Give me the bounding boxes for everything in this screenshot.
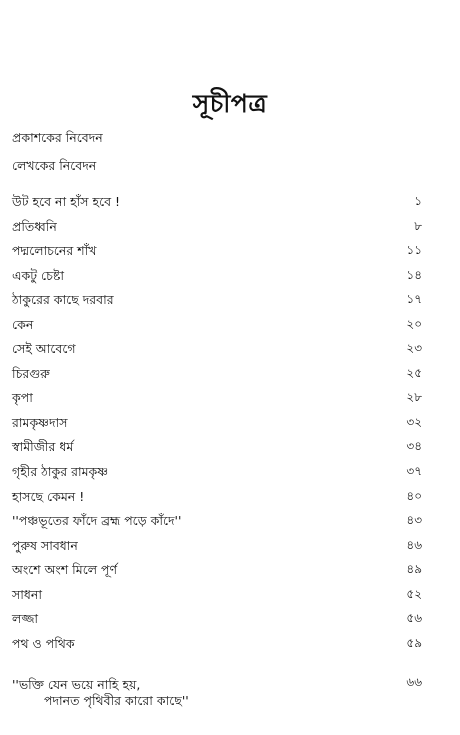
front-matter-publisher-note: প্রকাশকের নিবেদন (12, 130, 103, 145)
toc-entry-page: ৪৩ (406, 513, 422, 528)
toc-entry (12, 538, 422, 563)
toc-entry (12, 562, 422, 587)
toc-entry-page: ২৮ (406, 390, 422, 405)
toc-entry (12, 366, 422, 391)
toc-entry-title: একটু চেষ্টা (12, 267, 64, 283)
toc-entry (12, 317, 422, 342)
toc-entry-title-line1: ''ভক্তি যেন ভয়ে নাহি হয়, (12, 676, 141, 692)
toc-entry-page: ৩২ (406, 414, 422, 429)
toc-entry-page: ৩৪ (406, 439, 422, 454)
toc-entry (12, 513, 422, 538)
toc-entry (12, 341, 422, 366)
toc-entry-page: ৬৬ (406, 674, 422, 689)
toc-entry-title: গৃহীর ঠাকুর রামকৃষ্ণ (12, 464, 109, 480)
toc-entry-title: রামকৃষ্ণদাস (12, 414, 68, 430)
toc-entry-page: ৪০ (406, 488, 422, 503)
toc-entry (12, 489, 422, 514)
toc-entry-title: হাসছে কেমন ! (12, 488, 85, 504)
toc-entry-title: চিরগুরু (12, 365, 50, 381)
toc-entry-title: অংশে অংশ মিলে পূর্ণ (12, 562, 118, 578)
toc-entry-title: পথ ও পথিক (12, 635, 75, 651)
toc-entry (12, 636, 422, 661)
toc-entry-page: ২৩ (406, 341, 422, 356)
toc-entry-page: ৩৭ (406, 464, 422, 479)
toc-entry (12, 390, 422, 415)
toc-entry-title: উট হবে না হাঁস হবে ! (12, 194, 121, 209)
toc-entry-title: পুরুষ সাবধান (12, 537, 78, 553)
toc-entry-title (12, 660, 189, 725)
toc-entry-page: ১৪ (406, 267, 422, 282)
toc-entry (12, 194, 422, 219)
toc-entry (12, 292, 422, 317)
toc-entry-title: স্বামীজীর ধর্ম (12, 439, 74, 455)
toc-entry-page: ৫২ (406, 586, 422, 601)
toc-entry-title: সাধনা (12, 586, 42, 602)
toc-entry-page: ৪৬ (406, 537, 422, 552)
toc-entry-title: সেই আবেগে (12, 341, 76, 357)
toc-entry (12, 439, 422, 464)
toc-entry-title: প্রতিধ্বনি (12, 218, 57, 234)
toc-entry (12, 415, 422, 440)
toc-entry-title-line2: পদানত পৃথিবীর কারো কাছে'' (44, 692, 189, 708)
toc-entry-title: কেন (12, 316, 34, 332)
toc-entry-title: ঠাকুরের কাছে দরবার (12, 292, 114, 308)
page-title: সূচীপত্র (192, 89, 268, 118)
toc-entry (12, 587, 422, 612)
toc-entry-page: ৫৯ (406, 635, 422, 650)
toc-entry-title: লজ্জা (12, 611, 39, 627)
toc-entry-title: পদ্মলোচনের শাঁখ (12, 243, 97, 259)
toc-entry (12, 464, 422, 489)
toc-entry-multiline (12, 660, 422, 708)
toc-entry-page: ১ (414, 194, 422, 208)
toc-entry-page: ৪৯ (406, 562, 422, 577)
toc-entry (12, 219, 422, 244)
toc-entry-page: ১১ (406, 243, 422, 258)
toc-entry (12, 243, 422, 268)
toc-entry-title: ''পঞ্চভূতের ফাঁদে ব্রহ্ম পড়ে কাঁদে'' (12, 513, 182, 529)
toc-entry-page: ২০ (406, 316, 422, 331)
toc-entry-page: ১৭ (406, 292, 422, 307)
toc-entry (12, 611, 422, 636)
toc-entry-title: কৃপা (12, 390, 33, 406)
table-of-contents (12, 194, 422, 708)
front-matter-author-note: লেখকের নিবেদন (12, 158, 97, 173)
toc-entry (12, 268, 422, 293)
toc-entry-page: ২৫ (406, 365, 422, 380)
toc-entry-page: ৮ (414, 218, 422, 233)
toc-entry-page: ৫৬ (406, 611, 422, 626)
